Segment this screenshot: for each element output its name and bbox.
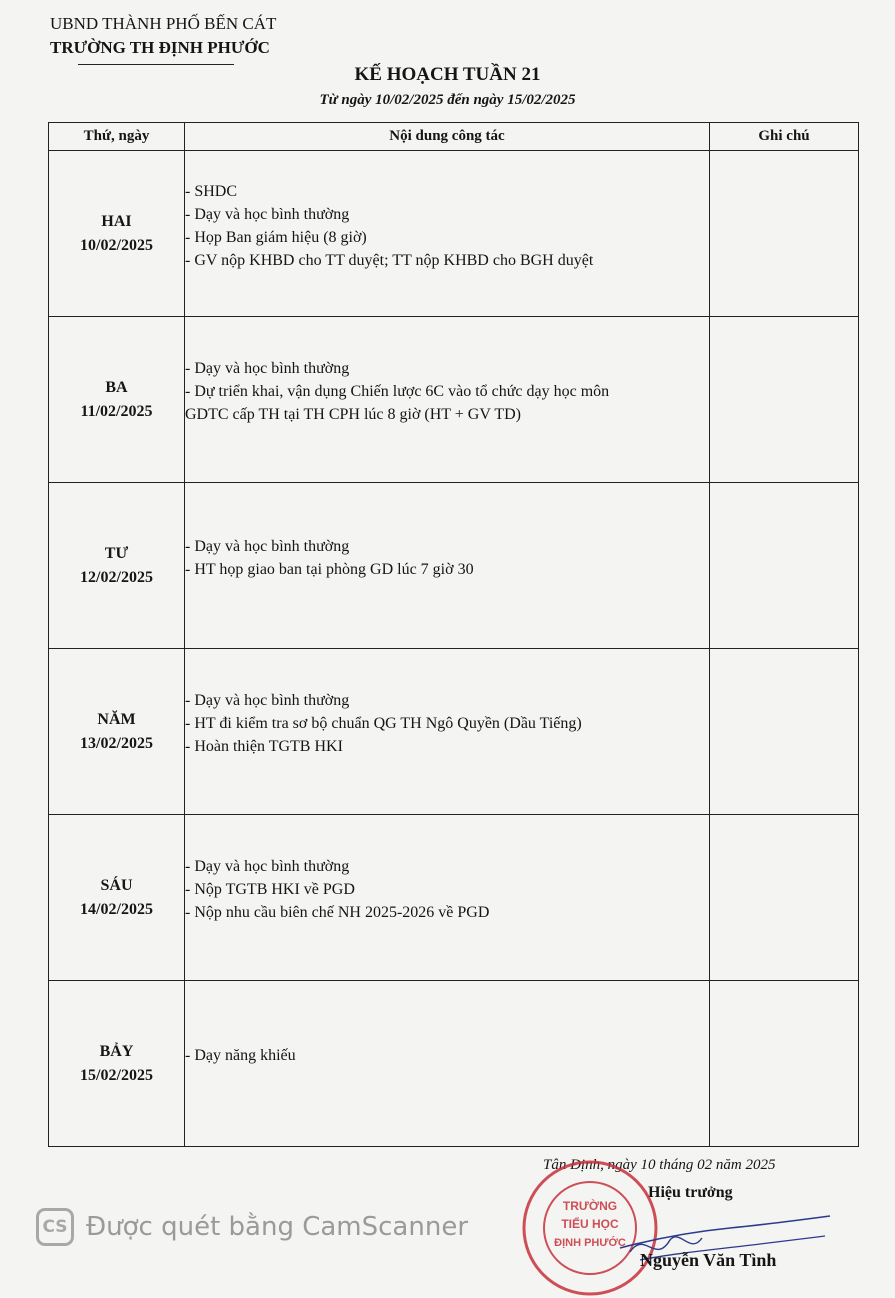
day-cell xyxy=(49,151,185,317)
content-cell xyxy=(185,981,710,1147)
list-item: - Dạy và học bình thường xyxy=(185,205,350,223)
content-cell xyxy=(185,815,710,981)
content-cell xyxy=(185,151,710,317)
list-item: - Hoàn thiện TGTB HKI xyxy=(185,738,343,755)
note-cell xyxy=(710,649,859,815)
weekday-label: NĂM xyxy=(97,710,136,728)
table-header-row xyxy=(49,123,859,151)
camscanner-text: Được quét bằng CamScanner xyxy=(86,1212,469,1242)
table-row xyxy=(49,317,859,483)
day-cell xyxy=(49,815,185,981)
list-item: - SHDC xyxy=(185,182,238,200)
weekday-label: TƯ xyxy=(104,544,129,562)
note-cell xyxy=(710,981,859,1147)
date-label: 10/02/2025 xyxy=(80,236,153,254)
org-line-2: TRƯỜNG TH ĐỊNH PHƯỚC xyxy=(50,38,270,57)
table-row xyxy=(49,981,859,1147)
list-item: - Nộp nhu cầu biên chế NH 2025-2026 về PGD xyxy=(185,904,490,921)
date-range: Từ ngày 10/02/2025 đến ngày 15/02/2025 xyxy=(319,92,576,108)
weekly-plan-table xyxy=(48,122,859,1147)
signer-role: Hiệu trưởng xyxy=(648,1184,733,1201)
org-line-1: UBND THÀNH PHỐ BẾN CÁT xyxy=(50,14,277,33)
plan-title: KẾ HOẠCH TUẦN 21 xyxy=(354,64,541,85)
stamp-line-1: TRƯỜNG xyxy=(562,1199,618,1213)
date-label: 14/02/2025 xyxy=(80,900,153,918)
list-item: - Dạy và học bình thường xyxy=(185,360,350,377)
date-label: 11/02/2025 xyxy=(80,402,153,420)
list-item: - Dự triển khai, vận dụng Chiến lược 6C vào tổ chức dạy học môn xyxy=(185,383,610,400)
content-cell xyxy=(185,483,710,649)
day-cell xyxy=(49,317,185,483)
content-cell xyxy=(185,649,710,815)
date-label: 15/02/2025 xyxy=(80,1066,153,1084)
column-header-day: Thứ, ngày xyxy=(49,123,185,151)
day-cell xyxy=(49,981,185,1147)
list-item: - Dạy năng khiếu xyxy=(185,1047,296,1064)
date-label: 13/02/2025 xyxy=(80,734,153,752)
list-item: - Dạy và học bình thường xyxy=(185,858,350,875)
list-item: - GV nộp KHBD cho TT duyệt; TT nộp KHBD cho BGH duyệt xyxy=(185,251,594,269)
weekday-label: BA xyxy=(105,378,128,396)
list-item: - HT đi kiểm tra sơ bộ chuẩn QG TH Ngô Quyền (Dầu Tiếng) xyxy=(185,715,582,732)
date-label: 12/02/2025 xyxy=(80,568,153,586)
signer-name: Nguyễn Văn Tình xyxy=(640,1250,777,1270)
camscanner-watermark xyxy=(36,1208,468,1246)
column-header-content: Nội dung công tác xyxy=(185,123,710,151)
note-cell xyxy=(710,317,859,483)
table-row xyxy=(49,815,859,981)
stamp-line-2: TIỂU HỌC xyxy=(561,1217,619,1231)
weekday-label: HAI xyxy=(101,212,132,230)
table-row xyxy=(49,649,859,815)
table-row xyxy=(49,151,859,317)
table-row xyxy=(49,483,859,649)
list-item: - Nộp TGTB HKI về PGD xyxy=(185,881,355,898)
day-cell xyxy=(49,483,185,649)
school-header xyxy=(50,12,276,60)
weekday-label: BẢY xyxy=(99,1042,134,1060)
day-cell xyxy=(49,649,185,815)
weekday-label: SÁU xyxy=(100,876,133,894)
list-item: - Họp Ban giám hiệu (8 giờ) xyxy=(185,228,367,246)
list-item: - HT họp giao ban tại phòng GD lúc 7 giờ 30 xyxy=(185,560,474,578)
camscanner-icon: CS xyxy=(36,1208,74,1246)
list-item: GDTC cấp TH tại TH CPH lúc 8 giờ (HT + GV TD) xyxy=(185,406,521,423)
note-cell xyxy=(710,483,859,649)
list-item: - Dạy và học bình thường xyxy=(185,692,350,709)
list-item: - Dạy và học bình thường xyxy=(185,537,350,555)
signing-place-date: Tân Định, ngày 10 tháng 02 năm 2025 xyxy=(543,1157,776,1173)
column-header-note: Ghi chú xyxy=(710,123,859,151)
content-cell xyxy=(185,317,710,483)
note-cell xyxy=(710,815,859,981)
note-cell xyxy=(710,151,859,317)
stamp-line-3: ĐỊNH PHƯỚC xyxy=(554,1237,626,1249)
